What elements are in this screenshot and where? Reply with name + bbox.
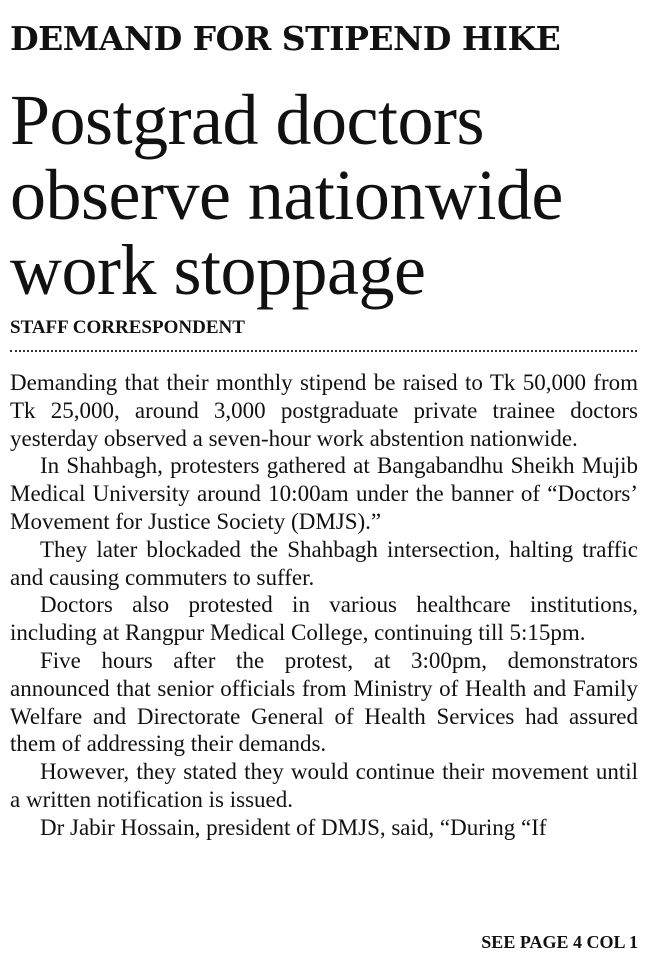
paragraph-7: Dr Jabir Hossain, president of DMJS, said, “During “If (40, 814, 547, 840)
paragraph-1: Demanding that their monthly stipend be raised to Tk 50,000 from Tk 25,000, around 3,000 postgraduate private trainee doctors yesterday observed a seven-hour work abstention nationwide. (10, 370, 638, 451)
kicker: DEMAND FOR STIPEND HIKE (10, 19, 561, 58)
dotted-divider (10, 350, 637, 352)
paragraph-6: However, they stated they would continue their movement until a written notification is issued. (10, 759, 638, 812)
paragraph-2: In Shahbagh, protesters gathered at Bangabandhu Sheikh Mujib Medical University around 10:00am under the banner of “Doctors’ Movement for Justice Society (DMJS).” (10, 453, 638, 534)
paragraph-5: Five hours after the protest, at 3:00pm, demonstrators announced that senior officials from Ministry of Health and Family Welfare and Directorate General of Health Services had assured them of addressing their demands. (10, 647, 638, 757)
headline-line-3: work stoppage (10, 230, 426, 310)
headline-line-2: observe nationwide (10, 155, 563, 235)
paragraph-4: Doctors also protested in various healthcare institutions, including at Rangpur Medical College, continuing till 5:15pm. (10, 592, 638, 646)
headline (10, 80, 563, 310)
continuation-link[interactable]: SEE PAGE 4 COL 1 (481, 932, 638, 952)
byline: STAFF CORRESPONDENT (10, 317, 245, 338)
headline-line-1: Postgrad doctors (10, 80, 484, 160)
article-body (10, 369, 638, 842)
paragraph-3: They later blockaded the Shahbagh intersection, halting traffic and causing commuters to suffer. (10, 536, 638, 590)
